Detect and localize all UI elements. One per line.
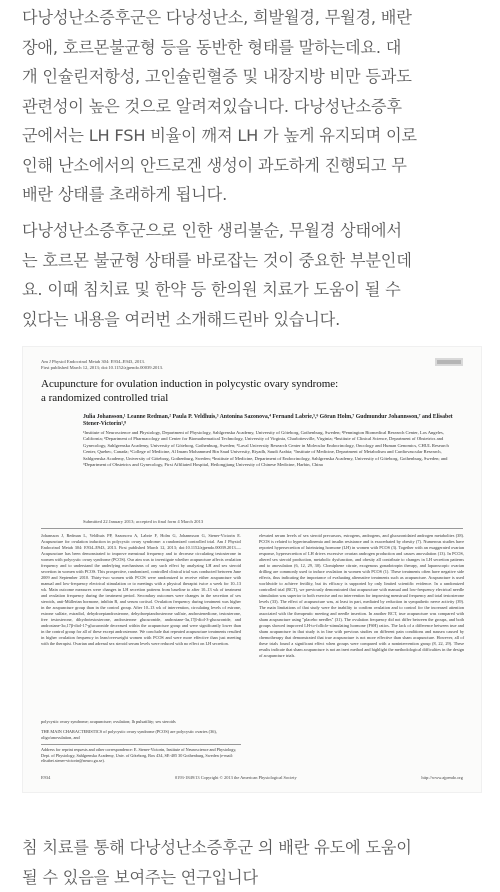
submission-dates: Submitted 22 January 2013; accepted in final form 4 March 2013 [83, 519, 204, 524]
header-divider [41, 528, 463, 529]
intro-paragraph: 다낭성난소증후군은 다낭성난소, 희발월경, 무월경, 배란 장애, 호르몬불균형 등을 동반한 형태를 말하는데요. 대 개 인슐린저항성, 고인슐린혈증 및 내장지방 비만 등과도 관련성이 높은 것으로 알려져있습니다. 다낭성난소증후 군에서는 LH FSH 비율이 깨져 LH 가 높게 유지되며 이로 인해 난소에서의 안드로겐 생성이 과도하게 진행되고 무 배란 상태를 초래하게 됩니다. [22, 8, 417, 204]
correspondence-address: Address for reprint requests and other correspondence: E. Stener-Victorin, Institute of Neuroscience and Physiology, Dept. of Physiology, Sahlgrenska Academy, Univ. of Göteborg, Box 434, SE-405 30 Gothenburg, Sweden (e-mail: elisabet.stener-victorin@neuro.gu.se). [41, 747, 237, 764]
abstract-left-column: Johansson J, Redman L, Veldhuis PP, Sazonova A, Labrie F, Holm G, Johannsson G, Stener-Victorin E. Acupuncture for ovulation induction in polycystic ovary syndrome: a randomized controlled trial. Am J Physiol Endocrinol Metab 304: E934–E943, 2013. First published March 12, 2013; doi:10.1152/ajpendo.00039.2013.—Acupuncture has been demonstrated to improve menstrual frequency and to decrease circulating testosterone in women with polycystic ovary syndrome (PCOS). Our aim was to investigate whether acupuncture affects ovulation frequency and to understand the underlying mechanisms of any such effect by analyzing LH and sex steroid secretion in women with PCOS. This prospective, randomized, controlled clinical trial was conducted between June 2009 and September 2010. Thirty-two women with PCOS were randomized to receive either acupuncture with manual and low-frequency electrical stimulation or to meetings with a physical therapist twice a week for 10–13 wk. Main outcome measures were changes in LH secretion patterns from baseline to after 10–13 wk of treatment and ovulation frequency during the treatment period. Secondary outcomes were changes in the secretion of sex steroids, anti-Müllerian hormone, inhibin B, and serum cortisol. Ovulation frequency during treatment was higher in the acupuncture group than in the control group. After 10–13 wk of intervention, circulating levels of estrone, estrone sulfate, estradiol, dehydroepiandrosterone, dehydroepiandrosterone sulfate, androstenedione, testosterone, free testosterone, dihydrotestosterone, androsterone glucuronide, androstane-3α,17β-diol-3-glucuronide, and androstane-3α,17β-diol-17-glucuronide decreased within the acupuncture group and were significantly lower than in the control group for all of these except androsterone. We conclude that repeated acupuncture treatments resulted in higher ovulation frequency in lean/overweight women with PCOS and were more effective than just meeting with the therapist. Ovarian and adrenal sex steroid serum levels were reduced with no effect on LH secretion. [41, 533, 241, 646]
paper-authors: Julia Johansson,¹ Leanne Redman,² Paula P. Veldhuis,³ Antonina Sazonova,⁴ Fernand Labrie,⁵,⁶ Göran Holm,⁷ Gudmundur Johannsson,⁷ and Elisabet Stener-Victorin¹,⁸ [83, 414, 453, 428]
journal-logo-icon [435, 357, 463, 367]
paper-title: Acupuncture for ovulation induction in polycystic ovary syndrome: a randomized controlled trial [41, 378, 339, 404]
keywords [41, 719, 241, 741]
abstract-right-column: elevated serum levels of sex steroid precursors, estrogens, androgens, and glucuronidated androgen metabolites (38). PCOS is related to hyperinsulinemia and insulin resistance and is exacerbated by obesity (7). Numerous studies have reported hypersecretion of luteinizing hormone (LH) in women with PCOS (3). Together with an exaggerated ovarian response, hypersecretion of LH drives excessive ovarian androgen production and causes anovulation (13). In PCOS, altered sex steroid production, metabolic dysfunction, and obesity all contribute to changes in LH secretion patterns and to anovulation (6, 12, 29, 30). Clomiphene citrate, exogenous gonadotropin therapy, and laparoscopic ovarian drilling are commonly used to induce ovulation in women with PCOS (1). These treatments often have negative side effects, thus indicating the importance of evaluating alternative treatments such as acupuncture. Acupuncture is used worldwide to achieve fertility, but its efficacy is supported by only limited scientific evidence. In a randomized controlled trial (RCT), we previously demonstrated that acupuncture with manual and low-frequency electrical needle stimulation was superior to both exercise and no intervention for improving menstrual frequency and total testosterone levels (33). The effect of acupuncture was, at least in part, mediated by reduction in sympathetic nerve activity (39). The main limitations of that study were the inability to confirm ovulation and to control for the increased attention associated with the therapeutic meeting and needle insertion. In another RCT, true acupuncture was compared with sham acupuncture using "placebo needles" (31). The ovulation frequency did not differ between the groups, and both groups showed improved LH-to-follicle-stimulating hormone (FSH) ratios. The lack of a difference between true and sham acupuncture in that study is in line with previous studies on different pain conditions and nausea caused by chemotherapy that demonstrated that true acupuncture is not more effective than sham acupuncture. However, all of these trials found a significant effect when groups were compared with a nonintervention group (8, 22, 29). These results indicate that sham acupuncture is not an inert method and highlight the methodological difficulties in the design of acupuncture trials. [259, 533, 464, 658]
address-divider [41, 744, 241, 745]
study-paragraph: 침 치료를 통해 다낭성난소증후군 의 배란 유도에 도움이 될 수 있음을 보여주는 연구입니다 [22, 838, 412, 887]
page-number: E934 [41, 775, 51, 780]
journal-header: Am J Physiol Endocrinol Metab 304: E934–E943, 2013. First published March 12, 2013; doi:10.1152/ajpendo.00039.2013. [41, 359, 164, 370]
intro-start-text: THE MAIN CHARACTERISTICS of polycystic ovary syndrome (PCOS) are polycystic ovaries (36), oligo/anovulation, and [41, 729, 217, 740]
copyright-line: 0193-1849/13 Copyright © 2013 the American Physiological Society [174, 775, 297, 780]
keywords-text: polycystic ovary syndrome; acupuncture; ovulation; lh pulsatility; sex steroids [41, 719, 176, 724]
journal-url: http://www.ajpendo.org [421, 775, 463, 780]
paper-affiliations: ¹Institute of Neuroscience and Physiology, Department of Physiology, Sahlgrenska Academy, University of Göteborg, Gothenburg, Sweden; ²Pennington Biomedical Research Center, Los Angeles, California; ³Department of Pharmacology and Center for Biomathematical Technology, University of Virginia, Charlottesville, Virginia; ⁴Institute of Clinical Science, Department of Obstetrics and Gynecology, Sahlgrenska Academy, University of Göteborg, Gothenburg, Sweden; ⁵Laval University Research Center in Molecular Endocrinology, Oncology and Human Genomics, CHUL Research Center, Quebec, Canada; ⁶College of Medicine, Al Imam Mohammed Bin Saud University, Riyadh, Saudi Arabia; ⁷Institute of Medicine, Department of Metabolism and Cardiovascular Research, Sahlgrenska Academy, University of Göteborg, Gothenburg, Sweden; ⁸Institute of Medicine, Department of Endocrinology, Sahlgrenska Academy, University of Göteborg, Gothenburg, Sweden; and ⁹Department of Obstetrics and Gynecology, First Affiliated Hospital, Heilongjiang University of Chinese Medicine, Harbin, China [83, 430, 449, 468]
research-paper-image [22, 346, 482, 793]
treatment-paragraph: 다낭성난소증후군으로 인한 생리불순, 무월경 상태에서 는 호르몬 불균형 상태를 바로잡는 것이 중요한 부분인데 요. 이때 침치료 및 한약 등 한의원 치료가 도움이 될 수 있다는 내용을 여러번 소개해드린바 있습니다. [22, 221, 412, 329]
paper-footer [41, 775, 463, 780]
